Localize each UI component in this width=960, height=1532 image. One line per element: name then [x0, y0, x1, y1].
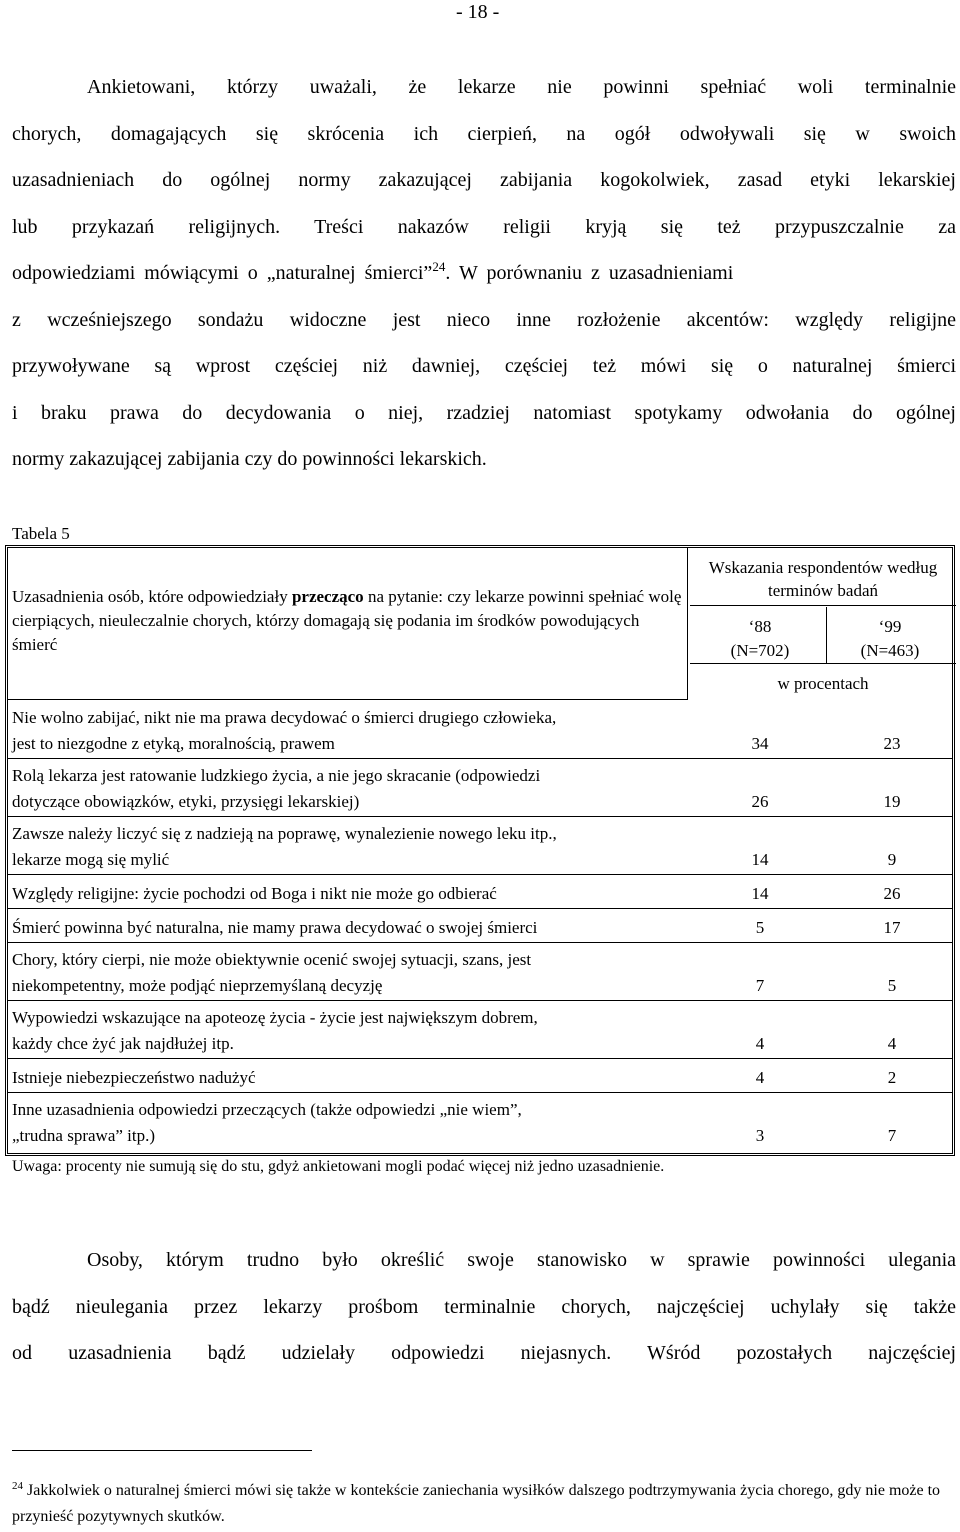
- value-1988: 3: [755, 1126, 765, 1145]
- row-label-line: każdy chce żyć jak najdłużej itp.: [12, 1034, 234, 1053]
- row-divider: [8, 758, 952, 759]
- paragraph-line: lub przykazań religijnych. Treści nakazów religii kryją się też przypuszczalnie za: [12, 215, 956, 238]
- row-divider: [8, 908, 952, 909]
- row-label-line: Nie wolno zabijać, nikt nie ma prawa decydować o śmierci drugiego człowieka,: [12, 708, 557, 727]
- paragraph-line: i braku prawa do decydowania o niej, rzadziej natomiast spotykamy odwołania do ogólnej: [12, 401, 956, 424]
- footnote-divider: [12, 1450, 312, 1451]
- row-label-line: „trudna sprawa” itp.): [12, 1126, 156, 1145]
- row-label-line: Wypowiedzi wskazujące na apoteozę życia - życie jest największym dobrem,: [12, 1008, 538, 1027]
- row-label-line: Względy religijne: życie pochodzi od Boga i nikt nie może go odbierać: [12, 884, 497, 903]
- row-label-line: dotyczące obowiązków, etyki, przysięgi lekarskiej): [12, 792, 360, 811]
- paragraph-2: [12, 1237, 956, 1377]
- value-1999: 5: [887, 976, 897, 995]
- page-number: - 18 -: [456, 1, 500, 23]
- value-1988: 26: [751, 792, 769, 811]
- paragraph-line: normy zakazującej zabijania czy do powinności lekarskich.: [12, 448, 487, 470]
- value-1999: 9: [887, 850, 897, 869]
- table-caption: Tabela 5: [12, 524, 70, 543]
- row-divider: [8, 1058, 952, 1059]
- value-1988: 14: [751, 850, 769, 869]
- value-1999: 4: [887, 1034, 897, 1053]
- row-label-line: jest to niezgodne z etyką, moralnością, prawem: [12, 734, 335, 753]
- row-label-line: Istnieje niebezpieczeństwo nadużyć: [12, 1068, 256, 1087]
- row-label-line: Zawsze należy liczyć się z nadzieją na poprawę, wynalezienie nowego leku itp.,: [12, 824, 557, 843]
- row-label-line: Rolą lekarza jest ratowanie ludzkiego życia, a nie jego skracanie (odpowiedzi: [12, 766, 541, 785]
- value-1999: 19: [883, 792, 901, 811]
- paragraph-1: [12, 64, 956, 483]
- value-1988: 14: [751, 884, 769, 903]
- paragraph-line: Osoby, którym trudno było określić swoje stanowisko w sprawie powinności ulegania: [87, 1249, 956, 1271]
- footnote-ref: 24: [432, 259, 446, 274]
- paragraph-line: bądź nieulegania przez lekarzy prośbom terminalnie chorych, najczęściej uchylały się także: [12, 1295, 956, 1318]
- value-1999: 7: [887, 1126, 897, 1145]
- footnote: [12, 1478, 956, 1530]
- value-1999: 26: [883, 884, 901, 903]
- value-1999: 23: [883, 734, 901, 753]
- paragraph-line: z wcześniejszego sondażu widoczne jest nieco inne rozłożenie akcentów: względy religijne: [12, 308, 956, 331]
- column-header-1999: ‘99 (N=463): [860, 617, 920, 660]
- table-note: Uwaga: procenty nie sumują się do stu, gdyż ankietowani mogli podać więcej niż jedno uzasadnienie.: [12, 1158, 665, 1175]
- table-header-question: Uzasadnienia osób, które odpowiedziały przecząco na pytanie: czy lekarze powinni spełniać wolę cierpiących, nieuleczalnie chorych, którzy domagają się podania im środków powodujących śmierć: [12, 587, 682, 654]
- row-label-line: Chory, który cierpi, nie może obiektywnie ocenić swojej sytuacji, szans, jest: [12, 950, 532, 969]
- paragraph-line: od uzasadnienia bądź udzielały odpowiedzi niejasnych. Wśród pozostałych najczęściej: [12, 1342, 956, 1364]
- value-1988: 34: [751, 734, 769, 753]
- paragraph-text: . W porównaniu z uzasadnieniami: [445, 262, 734, 284]
- paragraph-line: przywoływane są wprost częściej niż dawniej, częściej też mówi się o naturalnej śmierci: [12, 355, 956, 377]
- row-label-line: lekarze mogą się mylić: [12, 850, 170, 869]
- row-divider: [8, 874, 952, 875]
- paragraph-line: uzasadnieniach do ogólnej normy zakazującej zabijania kogokolwiek, zasad etyki lekarskiej: [12, 169, 956, 191]
- value-1988: 5: [755, 918, 765, 937]
- value-1999: 17: [883, 918, 901, 937]
- footnote-text: Jakkolwiek o naturalnej śmierci mówi się także w kontekście zaniechania wysiłków dalszego podtrzymywania życia chorego, gdy nie może to przynieść pozytywnych skutków.: [12, 1482, 941, 1525]
- row-divider: [8, 1000, 952, 1001]
- divider: [826, 607, 827, 663]
- paragraph-line: chorych, domagających się skrócenia ich cierpień, na ogół odwoływali się w swoich: [12, 122, 956, 145]
- value-1988: 4: [755, 1034, 765, 1053]
- paragraph-line: Ankietowani, którzy uważali, że lekarze nie powinni spełniać woli terminalnie: [87, 76, 956, 98]
- paragraph-text: odpowiedziami mówiącymi o „naturalnej śmierci”: [12, 262, 433, 284]
- divider: [690, 605, 956, 606]
- divider: [690, 663, 956, 664]
- emphasis-negative: przecząco: [291, 587, 364, 606]
- value-1988: 7: [755, 976, 765, 995]
- value-1988: 4: [755, 1068, 765, 1087]
- paragraph-line: [12, 250, 956, 297]
- row-label-line: Śmierć powinna być naturalna, nie mamy prawa decydować o swojej śmierci: [12, 918, 538, 937]
- row-label-line: niekompetentny, może podjąć nieprzemyślaną decyzję: [12, 976, 383, 995]
- value-1999: 2: [887, 1068, 897, 1087]
- row-divider: [8, 816, 952, 817]
- table-unit-label: w procentach: [777, 674, 869, 693]
- row-divider: [8, 942, 952, 943]
- table-header-respondents: Wskazania respondentów według terminów badań: [708, 558, 938, 600]
- footnote-number: 24: [12, 1480, 23, 1492]
- row-label-line: Inne uzasadnienia odpowiedzi przeczących (także odpowiedzi „nie wiem”,: [12, 1100, 522, 1119]
- row-divider: [8, 1092, 952, 1093]
- column-header-1988: ‘88 (N=702): [730, 617, 790, 660]
